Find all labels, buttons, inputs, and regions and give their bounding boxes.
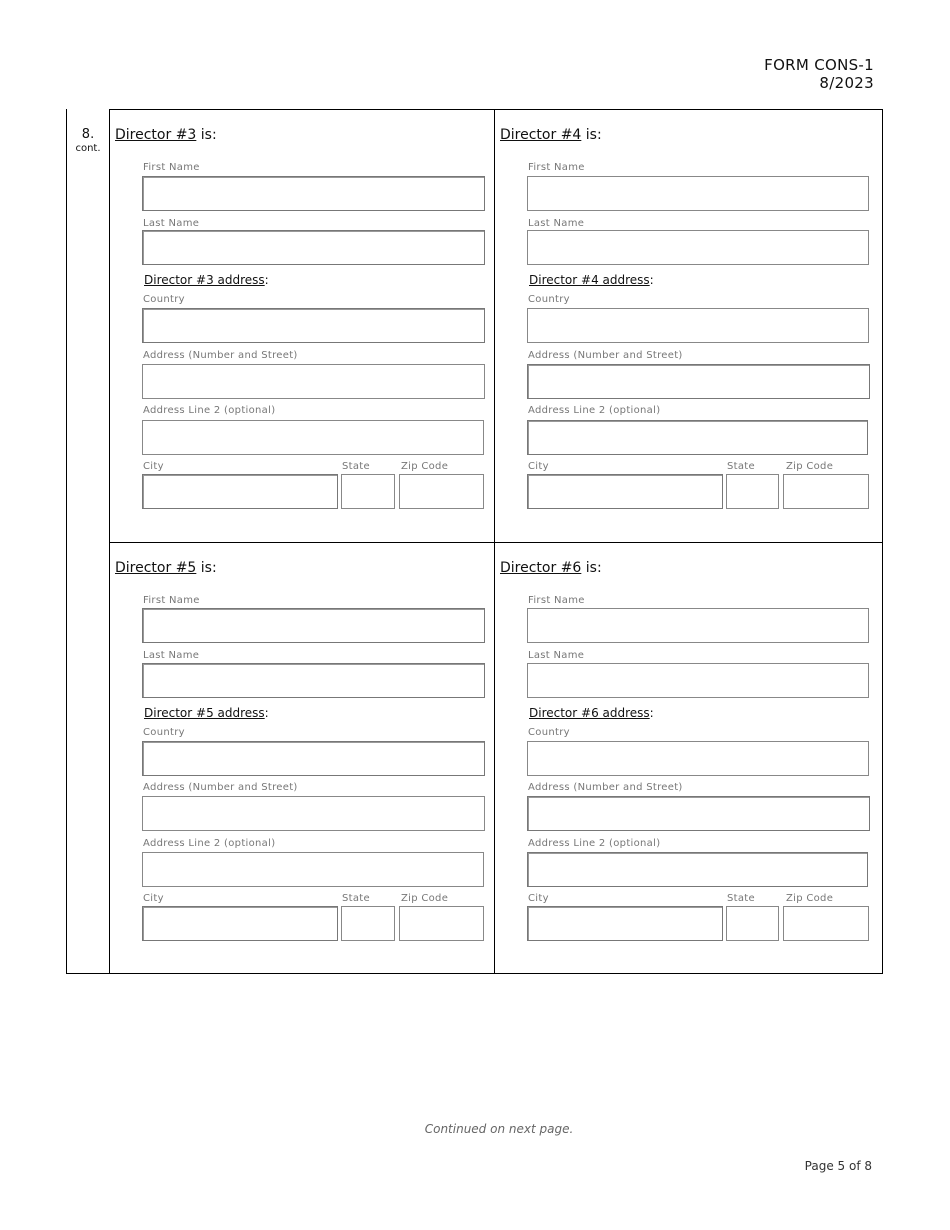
last-name-input[interactable] [142,663,485,698]
address2-input[interactable] [527,420,868,455]
address2-label: Address Line 2 (optional) [143,838,276,849]
last-name-input[interactable] [527,230,869,265]
country-input[interactable] [142,741,485,776]
address-label: Address (Number and Street) [528,782,683,793]
address2-input[interactable] [142,420,484,455]
zip-input[interactable] [399,474,484,509]
director-heading: Director #5 is: [115,560,217,576]
address2-input[interactable] [142,852,484,887]
first-name-label: First Name [528,595,585,606]
zip-label: Zip Code [786,893,834,904]
zip-input[interactable] [399,906,484,941]
last-name-label: Last Name [528,650,585,661]
city-input[interactable] [527,474,723,509]
address-heading: Director #4 address: [529,273,654,287]
address2-label: Address Line 2 (optional) [528,838,661,849]
city-input[interactable] [142,906,338,941]
city-input[interactable] [142,474,338,509]
address-input[interactable] [527,364,870,399]
city-label: City [143,893,164,904]
city-label: City [528,893,549,904]
address-label: Address (Number and Street) [143,350,298,361]
director-3-section [109,109,494,542]
zip-label: Zip Code [401,893,449,904]
first-name-label: First Name [143,162,200,173]
first-name-input[interactable] [527,176,869,211]
director-6-section [494,542,879,975]
last-name-label: Last Name [143,218,200,229]
state-input[interactable] [341,474,395,509]
address-label: Address (Number and Street) [528,350,683,361]
country-label: Country [528,727,570,738]
zip-label: Zip Code [401,461,449,472]
state-label: State [727,893,755,904]
zip-label: Zip Code [786,461,834,472]
state-input[interactable] [726,906,779,941]
item-number: 8. [81,127,95,142]
first-name-label: First Name [528,162,585,173]
first-name-label: First Name [143,595,200,606]
address-heading: Director #6 address: [529,706,654,720]
address2-label: Address Line 2 (optional) [528,405,661,416]
city-label: City [528,461,549,472]
first-name-input[interactable] [527,608,869,643]
page-number: Page 5 of 8 [804,1159,872,1173]
state-input[interactable] [726,474,779,509]
address-heading: Director #3 address: [144,273,269,287]
address-input[interactable] [142,364,485,399]
state-label: State [342,461,370,472]
director-heading: Director #4 is: [500,127,602,143]
first-name-input[interactable] [142,608,485,643]
director-5-section [109,542,494,975]
country-label: Country [143,294,185,305]
state-input[interactable] [341,906,395,941]
address2-label: Address Line 2 (optional) [143,405,276,416]
first-name-input[interactable] [142,176,485,211]
item-continued: cont. [75,143,101,154]
country-label: Country [143,727,185,738]
last-name-input[interactable] [527,663,869,698]
zip-input[interactable] [783,906,869,941]
last-name-label: Last Name [143,650,200,661]
zip-input[interactable] [783,474,869,509]
country-input[interactable] [527,308,869,343]
address2-input[interactable] [527,852,868,887]
form-date: 8/2023 [819,74,874,92]
city-label: City [143,461,164,472]
address-label: Address (Number and Street) [143,782,298,793]
country-input[interactable] [142,308,485,343]
director-4-section [494,109,879,542]
director-heading: Director #6 is: [500,560,602,576]
country-input[interactable] [527,741,869,776]
city-input[interactable] [527,906,723,941]
state-label: State [727,461,755,472]
form-id: FORM CONS-1 [764,56,874,74]
address-heading: Director #5 address: [144,706,269,720]
last-name-input[interactable] [142,230,485,265]
continued-note: Continued on next page. [424,1122,574,1136]
director-heading: Director #3 is: [115,127,217,143]
state-label: State [342,893,370,904]
address-input[interactable] [142,796,485,831]
country-label: Country [528,294,570,305]
last-name-label: Last Name [528,218,585,229]
address-input[interactable] [527,796,870,831]
